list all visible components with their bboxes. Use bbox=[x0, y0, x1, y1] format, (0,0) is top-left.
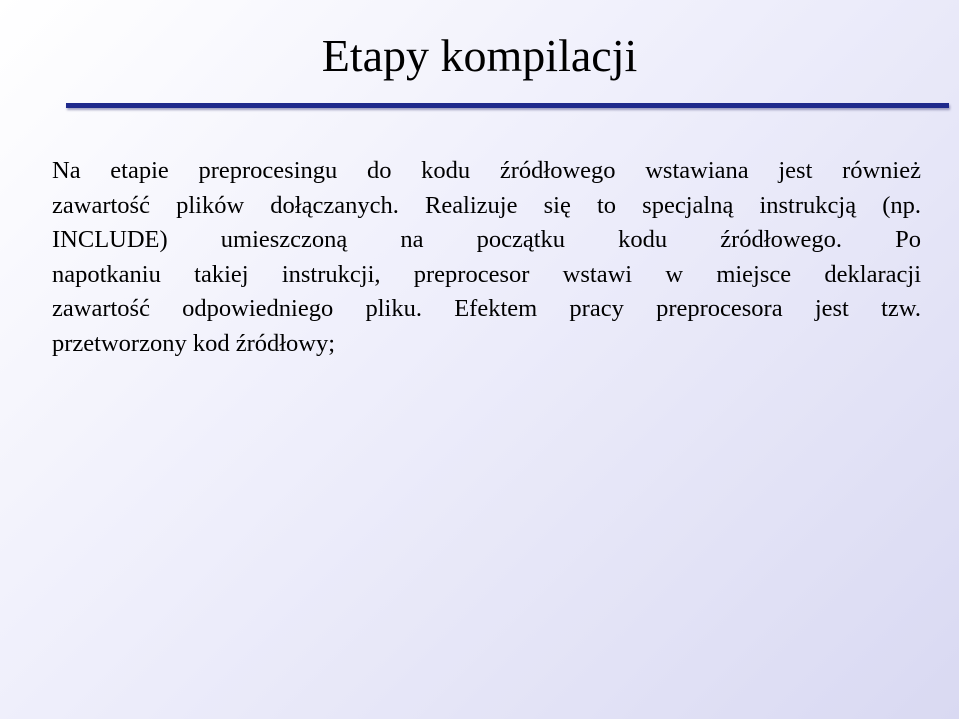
body-line: zawartość plików dołączanych. Realizuje się to specjalną instrukcją (np. bbox=[52, 191, 921, 219]
body-line: przetworzony kod źródłowy; bbox=[52, 329, 336, 357]
slide-body-paragraph bbox=[52, 154, 921, 361]
body-line: Na etapie preprocesingu do kodu źródłowego wstawiana jest również bbox=[52, 157, 921, 184]
slide-title: Etapy kompilacji bbox=[321, 30, 638, 81]
body-line: INCLUDE) umieszczoną na początku kodu źródłowego. Po bbox=[52, 226, 921, 253]
body-line: zawartość odpowiedniego pliku. Efektem pracy preprocesora jest tzw. bbox=[52, 295, 921, 322]
title-underline bbox=[66, 103, 949, 108]
body-line: napotkaniu takiej instrukcji, preprocesor wstawi w miejsce deklaracji bbox=[52, 260, 921, 288]
